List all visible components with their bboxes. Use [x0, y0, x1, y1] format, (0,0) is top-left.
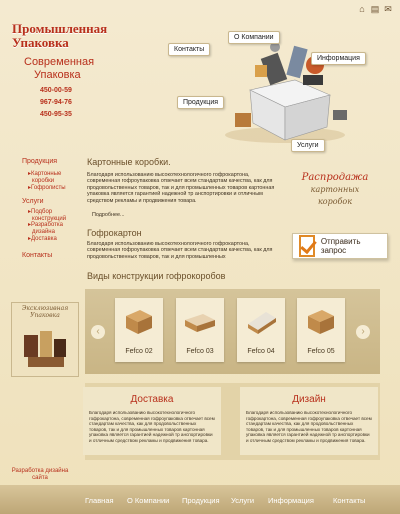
sidebar-products-head[interactable]: Продукция — [22, 158, 58, 165]
sidebar-item-sheets[interactable]: ▸Гофролисты — [28, 185, 66, 191]
section-boxes-title: Картонные коробки. — [87, 157, 171, 167]
section-board-title: Гофрокартон — [87, 228, 142, 238]
home-icon[interactable]: ⌂ — [359, 4, 365, 14]
footer-nav-about[interactable]: О Компании — [127, 496, 170, 505]
send-request-button[interactable] — [292, 233, 388, 259]
delivery-panel — [83, 387, 221, 455]
subtitle-line2: Упаковка — [34, 69, 81, 81]
mail-icon[interactable]: ✉ — [384, 4, 392, 14]
fefco-03-box-icon — [183, 304, 217, 338]
callout-about[interactable]: О Компании — [228, 31, 280, 44]
design-body: Благодаря использованию высокотехнологичного гофрокартона, современная гофроупаковка отвечает всем стандартам качества, как для продовольственных товаров, так и для промышленных товаров картонная упаковка является гарантией надежной тр анспортировки и отличным средством рекламы и продвижения товара. — [246, 410, 372, 443]
chevron-left-icon: ‹ — [96, 326, 100, 337]
phone-2: 967-94-76 — [40, 99, 72, 106]
site-subtitle — [24, 56, 94, 82]
packaging-products-icon — [20, 321, 72, 373]
site-design-credit-link[interactable]: Разработка дизайна сайта — [11, 468, 69, 481]
sidebar-item-delivery[interactable]: ▸Доставка — [28, 236, 57, 242]
delivery-title[interactable]: Доставка — [130, 394, 174, 405]
callout-products[interactable]: Продукция — [177, 96, 224, 109]
callout-info[interactable]: Информация — [311, 52, 366, 65]
carousel-next-button[interactable] — [356, 325, 370, 339]
fefco-04-box-icon — [244, 304, 278, 338]
footer-nav-info[interactable]: Информация — [268, 496, 314, 505]
sitemap-icon[interactable]: ▤ — [370, 4, 380, 14]
section-boxes-body: Благодаря использованию высокотехнологичного гофрокартона, современная гофроупаковка отвечает всем стандартам качества, как для продовольственных товаров, так и для промышленных товаров картонная упаковка является гарантией надежной тр анспортировки и отличным средством рекламы и продвижения товара. — [87, 172, 275, 204]
sale-promo[interactable]: Распродажа картонных коробок — [301, 172, 369, 206]
send-request-label: Отправить запрос — [320, 237, 361, 255]
footer-nav-services[interactable]: Услуги — [231, 496, 255, 505]
carousel-item[interactable]: Fefco 04 — [237, 298, 285, 362]
footer-nav-home[interactable]: Главная — [85, 496, 114, 505]
sidebar-services-head[interactable]: Услуги — [22, 198, 44, 205]
site-logo[interactable] — [12, 22, 107, 50]
sidebar-contacts-head[interactable]: Контакты — [22, 252, 53, 259]
callout-services[interactable]: Услуги — [291, 139, 325, 152]
section-board-body: Благодаря использованию высокотехнологичного гофрокартона, современная гофроупаковка отвечает всем стандартам качества, как для продовольственных товаров, так и для промышленных — [87, 241, 273, 260]
section-types-title: Виды конструкции гофрокоробов — [87, 271, 226, 281]
logo-line1: Промышленная — [12, 21, 108, 36]
phone-1: 450-00-59 — [40, 87, 72, 94]
sidebar-item-boxes[interactable]: ▸Картонные коробки — [28, 171, 62, 184]
carousel-prev-button[interactable] — [91, 325, 105, 339]
section-boxes-more-link[interactable]: Подробнее... — [92, 212, 125, 218]
exclusive-packaging-banner[interactable]: Эксклюзивная Упаковка — [11, 302, 79, 377]
subtitle-line1: Современная — [24, 56, 95, 68]
footer-nav-contacts[interactable]: Контакты — [333, 496, 366, 505]
carousel-item[interactable]: Fefco 05 — [297, 298, 345, 362]
phone-3: 450-95-35 — [40, 111, 72, 118]
carousel-item[interactable]: Fefco 03 — [176, 298, 224, 362]
logo-line2: Упаковка — [12, 35, 69, 50]
design-panel — [240, 387, 378, 455]
checkmark-icon — [299, 235, 315, 257]
callout-contacts[interactable]: Контакты — [168, 43, 210, 56]
fefco-02-box-icon — [122, 304, 156, 338]
top-icons — [357, 4, 393, 14]
fefco-05-box-icon — [304, 304, 338, 338]
design-title[interactable]: Дизайн — [292, 394, 326, 405]
footer-nav-products[interactable]: Продукция — [182, 496, 220, 505]
chevron-right-icon: › — [361, 326, 365, 337]
sidebar-item-selection[interactable]: ▸Подбор конструкций — [28, 209, 67, 222]
carousel-item[interactable]: Fefco 02 — [115, 298, 163, 362]
sidebar-item-design[interactable]: ▸Разработка дизайна — [28, 222, 63, 235]
delivery-body: Благодаря использованию высокотехнологичного гофрокартона, современная гофроупаковка отвечает всем стандартам качества, как для продовольственных товаров, так и для промышленных товаров картонная упаковка является гарантией надежной тр анспортировки и отличным средством рекламы и продвижения товара. — [89, 410, 215, 443]
